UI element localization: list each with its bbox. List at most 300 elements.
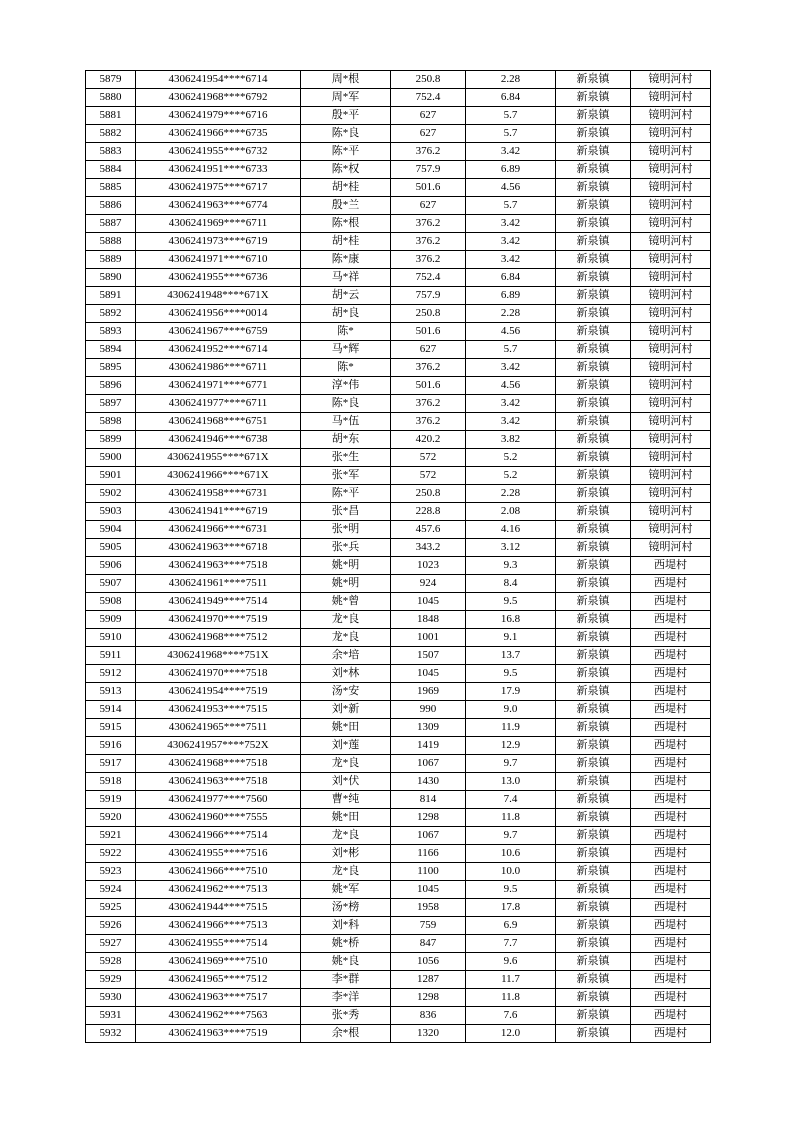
town-cell: 新泉镇 [556, 305, 631, 323]
area-cell: 6.84 [466, 89, 556, 107]
table-row [86, 683, 711, 701]
masked-id-cell: 4306241948****671X [136, 287, 301, 305]
village-cell: 西堤村 [631, 647, 711, 665]
amount-cell: 343.2 [391, 539, 466, 557]
village-cell: 西堤村 [631, 899, 711, 917]
town-cell: 新泉镇 [556, 485, 631, 503]
table-row [86, 935, 711, 953]
masked-id-cell: 4306241986****6711 [136, 359, 301, 377]
serial-cell: 5889 [86, 251, 136, 269]
amount-cell: 1001 [391, 629, 466, 647]
village-cell: 西堤村 [631, 1025, 711, 1043]
village-cell: 镜明河村 [631, 161, 711, 179]
village-cell: 西堤村 [631, 935, 711, 953]
table-row [86, 215, 711, 233]
town-cell: 新泉镇 [556, 197, 631, 215]
table-body [86, 71, 711, 1043]
amount-cell: 250.8 [391, 485, 466, 503]
masked-name-cell: 姚*军 [301, 881, 391, 899]
area-cell: 17.8 [466, 899, 556, 917]
masked-name-cell: 龙*良 [301, 611, 391, 629]
masked-name-cell: 淳*伟 [301, 377, 391, 395]
serial-cell: 5900 [86, 449, 136, 467]
table-row [86, 971, 711, 989]
masked-id-cell: 4306241968****7512 [136, 629, 301, 647]
town-cell: 新泉镇 [556, 251, 631, 269]
masked-name-cell: 龙*良 [301, 863, 391, 881]
amount-cell: 1056 [391, 953, 466, 971]
table-row [86, 485, 711, 503]
area-cell: 5.7 [466, 125, 556, 143]
town-cell: 新泉镇 [556, 737, 631, 755]
table-row [86, 233, 711, 251]
serial-cell: 5932 [86, 1025, 136, 1043]
serial-cell: 5890 [86, 269, 136, 287]
masked-name-cell: 姚*田 [301, 809, 391, 827]
village-cell: 镜明河村 [631, 485, 711, 503]
amount-cell: 1045 [391, 665, 466, 683]
table-row [86, 251, 711, 269]
area-cell: 17.9 [466, 683, 556, 701]
area-cell: 6.84 [466, 269, 556, 287]
amount-cell: 1298 [391, 809, 466, 827]
serial-cell: 5893 [86, 323, 136, 341]
town-cell: 新泉镇 [556, 125, 631, 143]
serial-cell: 5912 [86, 665, 136, 683]
amount-cell: 814 [391, 791, 466, 809]
records-table [85, 70, 711, 1043]
masked-id-cell: 4306241966****671X [136, 467, 301, 485]
serial-cell: 5902 [86, 485, 136, 503]
town-cell: 新泉镇 [556, 845, 631, 863]
amount-cell: 1023 [391, 557, 466, 575]
amount-cell: 1287 [391, 971, 466, 989]
masked-name-cell: 姚*明 [301, 575, 391, 593]
masked-name-cell: 刘*林 [301, 665, 391, 683]
masked-name-cell: 殷*平 [301, 107, 391, 125]
table-row [86, 557, 711, 575]
masked-id-cell: 4306241971****6710 [136, 251, 301, 269]
village-cell: 镜明河村 [631, 179, 711, 197]
village-cell: 镜明河村 [631, 539, 711, 557]
masked-id-cell: 4306241963****6774 [136, 197, 301, 215]
serial-cell: 5911 [86, 647, 136, 665]
masked-id-cell: 4306241966****7514 [136, 827, 301, 845]
village-cell: 镜明河村 [631, 467, 711, 485]
amount-cell: 376.2 [391, 215, 466, 233]
village-cell: 镜明河村 [631, 107, 711, 125]
town-cell: 新泉镇 [556, 629, 631, 647]
table-row [86, 71, 711, 89]
masked-id-cell: 4306241958****6731 [136, 485, 301, 503]
village-cell: 镜明河村 [631, 215, 711, 233]
serial-cell: 5894 [86, 341, 136, 359]
town-cell: 新泉镇 [556, 1025, 631, 1043]
masked-id-cell: 4306241955****6732 [136, 143, 301, 161]
area-cell: 13.7 [466, 647, 556, 665]
area-cell: 9.0 [466, 701, 556, 719]
table-row [86, 755, 711, 773]
table-row [86, 1025, 711, 1043]
masked-id-cell: 4306241962****7513 [136, 881, 301, 899]
area-cell: 13.0 [466, 773, 556, 791]
town-cell: 新泉镇 [556, 791, 631, 809]
serial-cell: 5925 [86, 899, 136, 917]
masked-name-cell: 胡*东 [301, 431, 391, 449]
masked-id-cell: 4306241957****752X [136, 737, 301, 755]
village-cell: 镜明河村 [631, 89, 711, 107]
village-cell: 西堤村 [631, 1007, 711, 1025]
town-cell: 新泉镇 [556, 143, 631, 161]
masked-id-cell: 4306241963****6718 [136, 539, 301, 557]
area-cell: 2.08 [466, 503, 556, 521]
village-cell: 镜明河村 [631, 125, 711, 143]
area-cell: 8.4 [466, 575, 556, 593]
table-row [86, 809, 711, 827]
town-cell: 新泉镇 [556, 809, 631, 827]
masked-id-cell: 4306241968****6751 [136, 413, 301, 431]
amount-cell: 457.6 [391, 521, 466, 539]
amount-cell: 627 [391, 341, 466, 359]
amount-cell: 376.2 [391, 413, 466, 431]
table-row [86, 143, 711, 161]
amount-cell: 1958 [391, 899, 466, 917]
amount-cell: 752.4 [391, 269, 466, 287]
masked-id-cell: 4306241967****6759 [136, 323, 301, 341]
area-cell: 9.7 [466, 755, 556, 773]
village-cell: 西堤村 [631, 665, 711, 683]
village-cell: 西堤村 [631, 575, 711, 593]
masked-id-cell: 4306241944****7515 [136, 899, 301, 917]
masked-name-cell: 李*洋 [301, 989, 391, 1007]
amount-cell: 1067 [391, 755, 466, 773]
table-row [86, 539, 711, 557]
masked-id-cell: 4306241977****7560 [136, 791, 301, 809]
masked-id-cell: 4306241951****6733 [136, 161, 301, 179]
table-row [86, 953, 711, 971]
town-cell: 新泉镇 [556, 917, 631, 935]
table-row [86, 719, 711, 737]
masked-id-cell: 4306241963****7519 [136, 1025, 301, 1043]
masked-name-cell: 张*明 [301, 521, 391, 539]
serial-cell: 5927 [86, 935, 136, 953]
area-cell: 11.7 [466, 971, 556, 989]
town-cell: 新泉镇 [556, 179, 631, 197]
table-row [86, 899, 711, 917]
amount-cell: 1298 [391, 989, 466, 1007]
serial-cell: 5896 [86, 377, 136, 395]
masked-name-cell: 刘*伏 [301, 773, 391, 791]
town-cell: 新泉镇 [556, 557, 631, 575]
table-row [86, 863, 711, 881]
masked-name-cell: 龙*良 [301, 827, 391, 845]
table-row [86, 359, 711, 377]
village-cell: 西堤村 [631, 719, 711, 737]
town-cell: 新泉镇 [556, 719, 631, 737]
masked-name-cell: 殷*兰 [301, 197, 391, 215]
town-cell: 新泉镇 [556, 827, 631, 845]
serial-cell: 5881 [86, 107, 136, 125]
table-row [86, 323, 711, 341]
town-cell: 新泉镇 [556, 989, 631, 1007]
town-cell: 新泉镇 [556, 863, 631, 881]
serial-cell: 5879 [86, 71, 136, 89]
area-cell: 5.7 [466, 341, 556, 359]
area-cell: 3.42 [466, 359, 556, 377]
serial-cell: 5885 [86, 179, 136, 197]
village-cell: 镜明河村 [631, 269, 711, 287]
amount-cell: 1309 [391, 719, 466, 737]
amount-cell: 1166 [391, 845, 466, 863]
masked-name-cell: 姚*田 [301, 719, 391, 737]
masked-name-cell: 刘*科 [301, 917, 391, 935]
town-cell: 新泉镇 [556, 431, 631, 449]
masked-name-cell: 陈* [301, 359, 391, 377]
masked-id-cell: 4306241969****7510 [136, 953, 301, 971]
area-cell: 7.6 [466, 1007, 556, 1025]
table-row [86, 449, 711, 467]
amount-cell: 501.6 [391, 323, 466, 341]
town-cell: 新泉镇 [556, 71, 631, 89]
masked-name-cell: 马*祥 [301, 269, 391, 287]
masked-id-cell: 4306241966****6735 [136, 125, 301, 143]
table-row [86, 107, 711, 125]
amount-cell: 627 [391, 107, 466, 125]
village-cell: 镜明河村 [631, 143, 711, 161]
town-cell: 新泉镇 [556, 467, 631, 485]
serial-cell: 5898 [86, 413, 136, 431]
town-cell: 新泉镇 [556, 935, 631, 953]
area-cell: 3.42 [466, 413, 556, 431]
masked-id-cell: 4306241949****7514 [136, 593, 301, 611]
masked-id-cell: 4306241966****7510 [136, 863, 301, 881]
village-cell: 西堤村 [631, 683, 711, 701]
table-row [86, 665, 711, 683]
amount-cell: 1045 [391, 881, 466, 899]
village-cell: 镜明河村 [631, 503, 711, 521]
area-cell: 6.89 [466, 287, 556, 305]
town-cell: 新泉镇 [556, 611, 631, 629]
area-cell: 11.8 [466, 989, 556, 1007]
masked-name-cell: 马*伍 [301, 413, 391, 431]
village-cell: 镜明河村 [631, 521, 711, 539]
table-row [86, 791, 711, 809]
masked-id-cell: 4306241963****7518 [136, 773, 301, 791]
amount-cell: 847 [391, 935, 466, 953]
masked-id-cell: 4306241965****7511 [136, 719, 301, 737]
town-cell: 新泉镇 [556, 899, 631, 917]
masked-name-cell: 姚*曾 [301, 593, 391, 611]
amount-cell: 572 [391, 467, 466, 485]
masked-name-cell: 胡*良 [301, 305, 391, 323]
table-row [86, 377, 711, 395]
serial-cell: 5919 [86, 791, 136, 809]
amount-cell: 1067 [391, 827, 466, 845]
area-cell: 3.82 [466, 431, 556, 449]
table-row [86, 611, 711, 629]
amount-cell: 990 [391, 701, 466, 719]
village-cell: 镜明河村 [631, 359, 711, 377]
amount-cell: 1430 [391, 773, 466, 791]
masked-id-cell: 4306241955****6736 [136, 269, 301, 287]
area-cell: 9.5 [466, 665, 556, 683]
area-cell: 4.56 [466, 377, 556, 395]
masked-name-cell: 张*昌 [301, 503, 391, 521]
amount-cell: 836 [391, 1007, 466, 1025]
table-row [86, 521, 711, 539]
amount-cell: 757.9 [391, 161, 466, 179]
table-row [86, 989, 711, 1007]
serial-cell: 5888 [86, 233, 136, 251]
area-cell: 5.2 [466, 449, 556, 467]
area-cell: 16.8 [466, 611, 556, 629]
masked-id-cell: 4306241955****7514 [136, 935, 301, 953]
village-cell: 西堤村 [631, 791, 711, 809]
serial-cell: 5895 [86, 359, 136, 377]
amount-cell: 759 [391, 917, 466, 935]
village-cell: 西堤村 [631, 845, 711, 863]
town-cell: 新泉镇 [556, 449, 631, 467]
masked-id-cell: 4306241970****7519 [136, 611, 301, 629]
area-cell: 3.42 [466, 215, 556, 233]
town-cell: 新泉镇 [556, 161, 631, 179]
table-row [86, 827, 711, 845]
serial-cell: 5916 [86, 737, 136, 755]
town-cell: 新泉镇 [556, 89, 631, 107]
masked-name-cell: 姚*桥 [301, 935, 391, 953]
town-cell: 新泉镇 [556, 647, 631, 665]
masked-name-cell: 曹*纯 [301, 791, 391, 809]
town-cell: 新泉镇 [556, 755, 631, 773]
area-cell: 3.42 [466, 143, 556, 161]
masked-id-cell: 4306241963****7518 [136, 557, 301, 575]
serial-cell: 5930 [86, 989, 136, 1007]
area-cell: 3.42 [466, 233, 556, 251]
masked-name-cell: 马*辉 [301, 341, 391, 359]
area-cell: 3.12 [466, 539, 556, 557]
village-cell: 西堤村 [631, 881, 711, 899]
masked-name-cell: 余*根 [301, 1025, 391, 1043]
amount-cell: 1045 [391, 593, 466, 611]
masked-id-cell: 4306241977****6711 [136, 395, 301, 413]
amount-cell: 757.9 [391, 287, 466, 305]
masked-id-cell: 4306241966****7513 [136, 917, 301, 935]
area-cell: 3.42 [466, 395, 556, 413]
amount-cell: 420.2 [391, 431, 466, 449]
serial-cell: 5914 [86, 701, 136, 719]
masked-name-cell: 刘*新 [301, 701, 391, 719]
village-cell: 西堤村 [631, 773, 711, 791]
village-cell: 镜明河村 [631, 377, 711, 395]
serial-cell: 5886 [86, 197, 136, 215]
town-cell: 新泉镇 [556, 233, 631, 251]
masked-name-cell: 陈*良 [301, 125, 391, 143]
village-cell: 镜明河村 [631, 323, 711, 341]
town-cell: 新泉镇 [556, 215, 631, 233]
amount-cell: 752.4 [391, 89, 466, 107]
amount-cell: 627 [391, 197, 466, 215]
masked-name-cell: 李*群 [301, 971, 391, 989]
amount-cell: 250.8 [391, 71, 466, 89]
area-cell: 6.89 [466, 161, 556, 179]
masked-id-cell: 4306241971****6771 [136, 377, 301, 395]
table-row [86, 467, 711, 485]
table-row [86, 575, 711, 593]
area-cell: 9.7 [466, 827, 556, 845]
table-row [86, 845, 711, 863]
serial-cell: 5917 [86, 755, 136, 773]
amount-cell: 501.6 [391, 377, 466, 395]
area-cell: 4.56 [466, 179, 556, 197]
town-cell: 新泉镇 [556, 593, 631, 611]
village-cell: 镜明河村 [631, 413, 711, 431]
table-row [86, 737, 711, 755]
area-cell: 11.8 [466, 809, 556, 827]
masked-name-cell: 姚*良 [301, 953, 391, 971]
village-cell: 镜明河村 [631, 251, 711, 269]
masked-id-cell: 4306241946****6738 [136, 431, 301, 449]
village-cell: 西堤村 [631, 701, 711, 719]
village-cell: 镜明河村 [631, 395, 711, 413]
town-cell: 新泉镇 [556, 521, 631, 539]
masked-name-cell: 姚*明 [301, 557, 391, 575]
village-cell: 西堤村 [631, 737, 711, 755]
masked-name-cell: 汤*榜 [301, 899, 391, 917]
serial-cell: 5922 [86, 845, 136, 863]
masked-id-cell: 4306241954****6714 [136, 71, 301, 89]
amount-cell: 250.8 [391, 305, 466, 323]
masked-name-cell: 张*秀 [301, 1007, 391, 1025]
masked-name-cell: 陈*康 [301, 251, 391, 269]
area-cell: 7.7 [466, 935, 556, 953]
area-cell: 12.0 [466, 1025, 556, 1043]
serial-cell: 5903 [86, 503, 136, 521]
masked-name-cell: 陈*平 [301, 143, 391, 161]
area-cell: 9.5 [466, 593, 556, 611]
area-cell: 4.56 [466, 323, 556, 341]
serial-cell: 5907 [86, 575, 136, 593]
masked-id-cell: 4306241966****6731 [136, 521, 301, 539]
town-cell: 新泉镇 [556, 287, 631, 305]
serial-cell: 5915 [86, 719, 136, 737]
masked-name-cell: 张*生 [301, 449, 391, 467]
amount-cell: 1507 [391, 647, 466, 665]
masked-name-cell: 陈*良 [301, 395, 391, 413]
village-cell: 西堤村 [631, 827, 711, 845]
serial-cell: 5882 [86, 125, 136, 143]
table-row [86, 413, 711, 431]
masked-id-cell: 4306241968****7518 [136, 755, 301, 773]
town-cell: 新泉镇 [556, 575, 631, 593]
masked-id-cell: 4306241960****7555 [136, 809, 301, 827]
amount-cell: 376.2 [391, 251, 466, 269]
village-cell: 西堤村 [631, 755, 711, 773]
serial-cell: 5892 [86, 305, 136, 323]
amount-cell: 924 [391, 575, 466, 593]
masked-id-cell: 4306241968****6792 [136, 89, 301, 107]
masked-id-cell: 4306241968****751X [136, 647, 301, 665]
table-row [86, 89, 711, 107]
village-cell: 西堤村 [631, 557, 711, 575]
masked-name-cell: 陈*平 [301, 485, 391, 503]
masked-id-cell: 4306241963****7517 [136, 989, 301, 1007]
area-cell: 9.3 [466, 557, 556, 575]
masked-name-cell: 龙*良 [301, 755, 391, 773]
masked-name-cell: 陈*根 [301, 215, 391, 233]
serial-cell: 5891 [86, 287, 136, 305]
serial-cell: 5929 [86, 971, 136, 989]
village-cell: 镜明河村 [631, 71, 711, 89]
